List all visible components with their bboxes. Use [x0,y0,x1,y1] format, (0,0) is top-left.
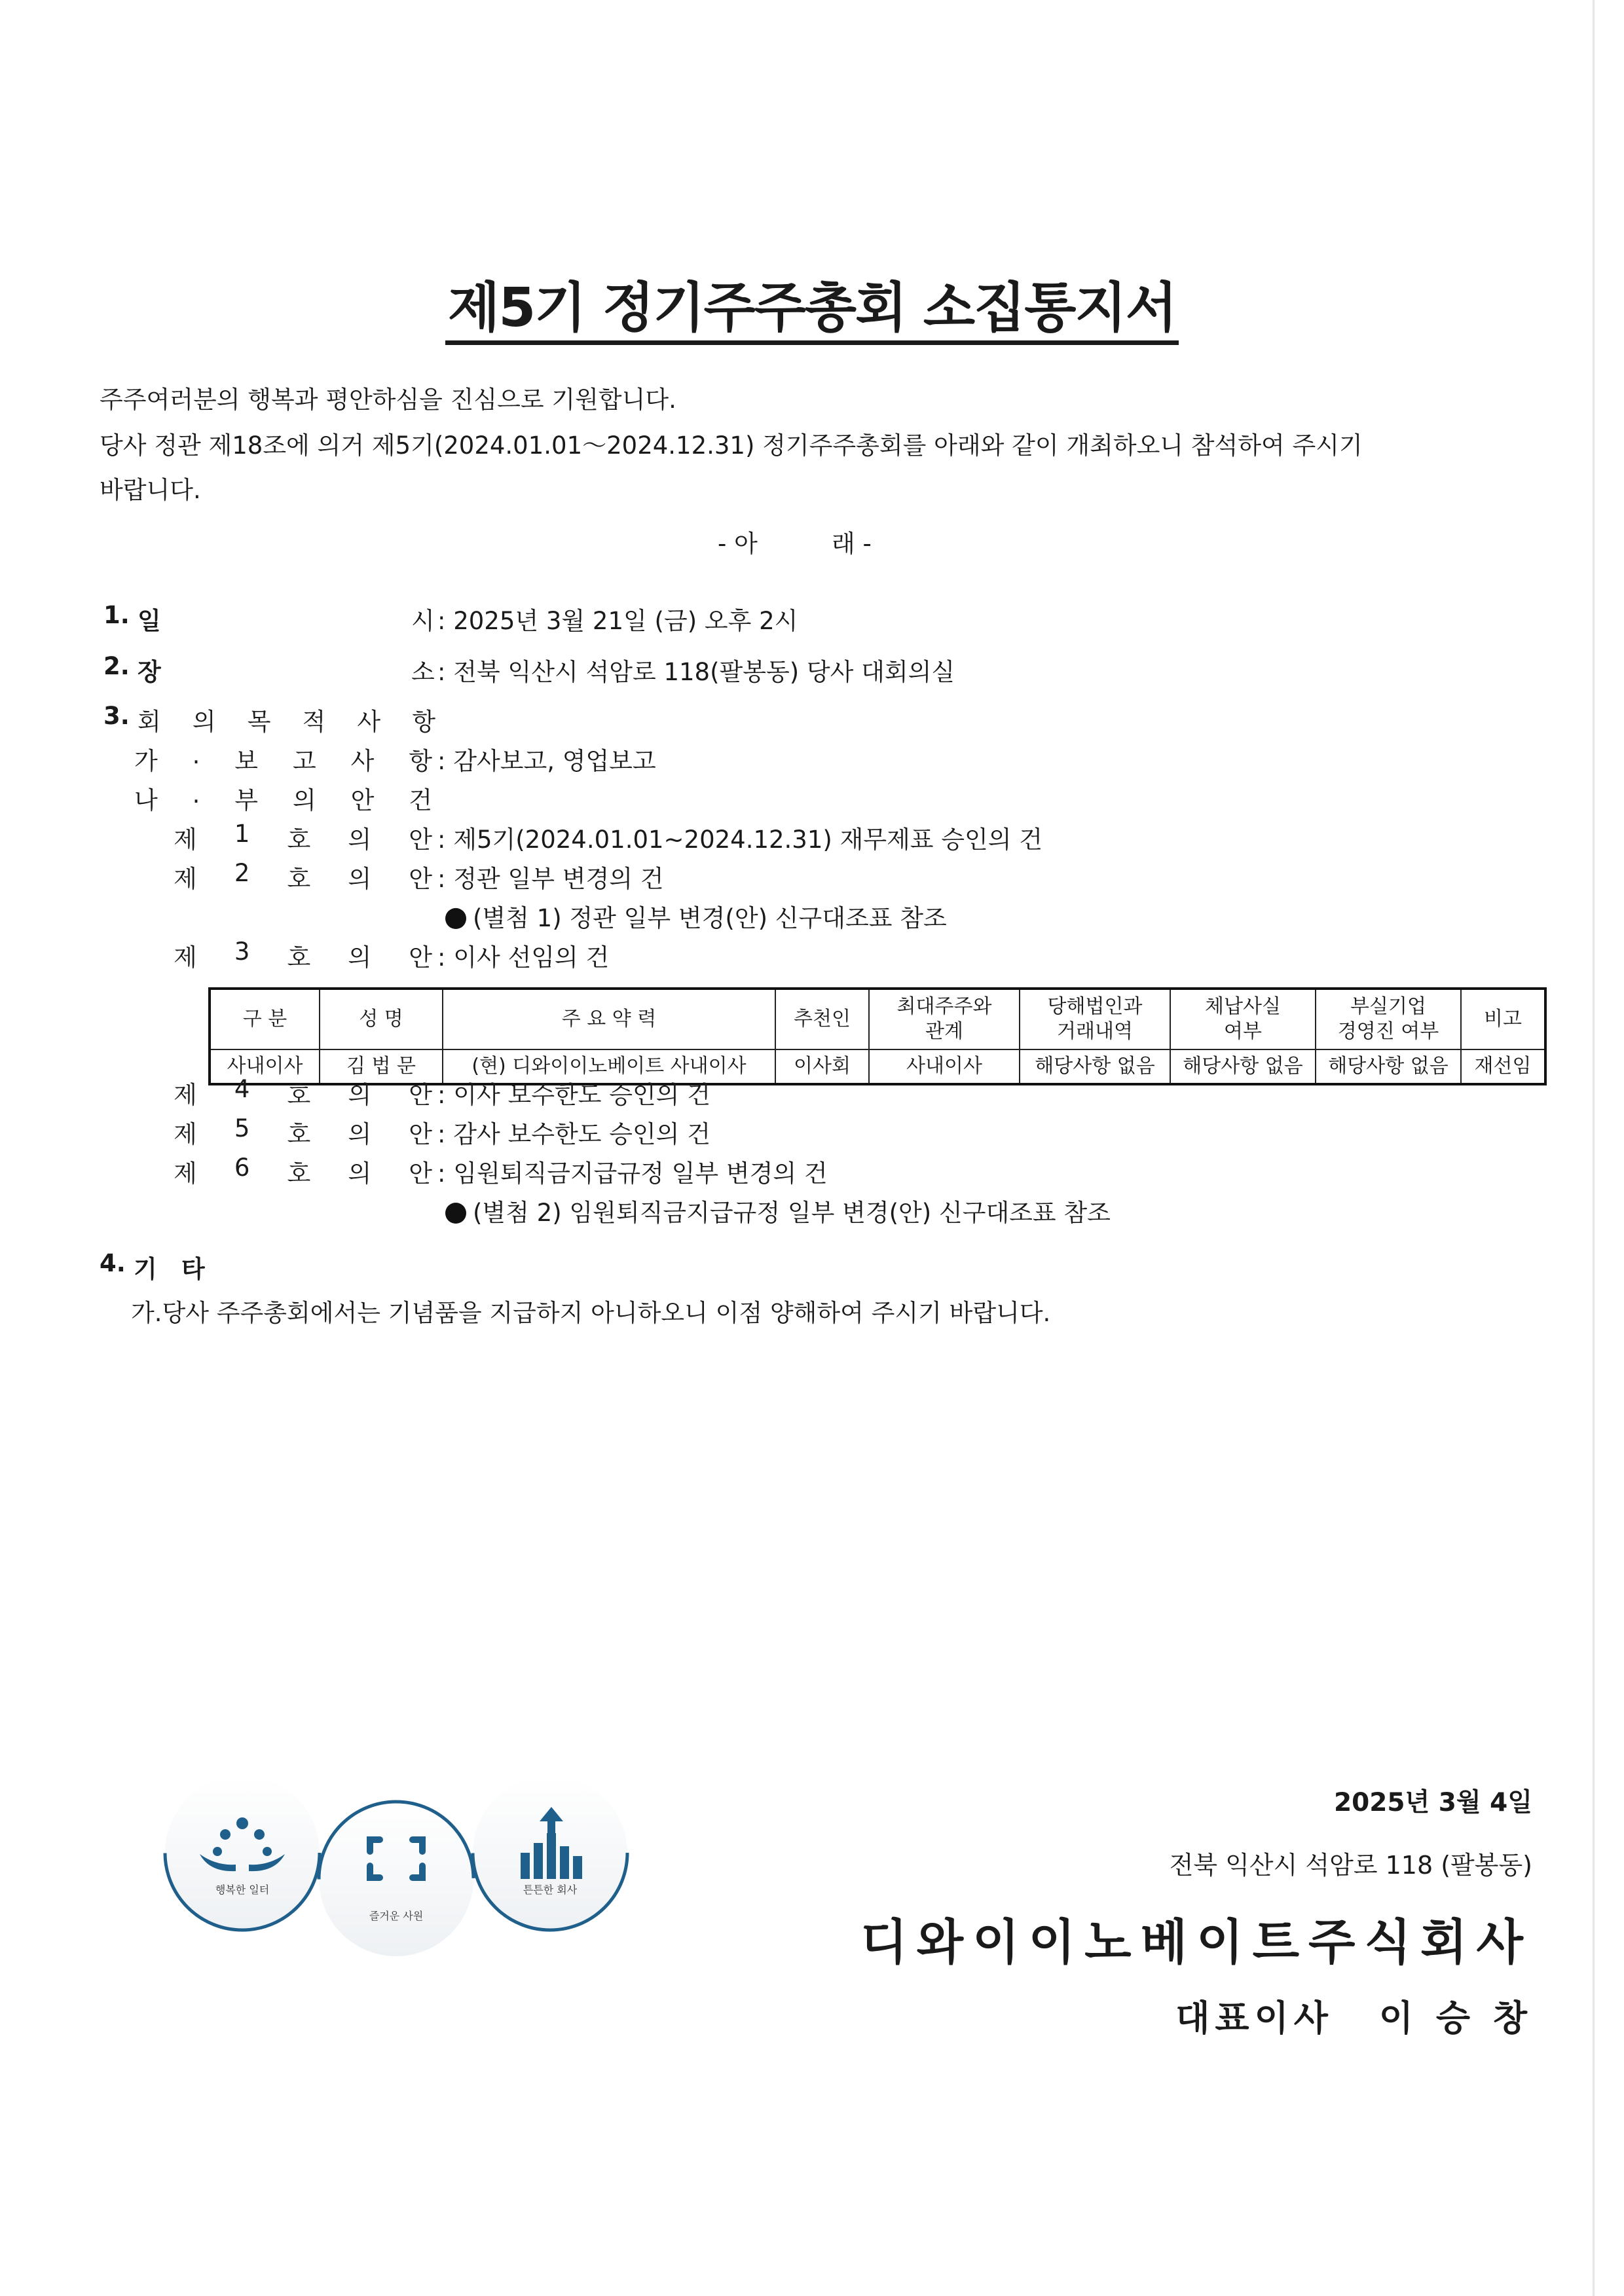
company-slogan-logo [157,1774,642,1971]
item-resolution [134,780,1509,813]
item-purpose [103,702,1479,735]
resolution-label: 나 . 부 의 안 건 [134,780,432,814]
table-header-row [210,989,1545,1049]
table-header: 주 요 약 력 [443,989,775,1049]
agenda-6 [174,1154,1483,1186]
ceo-name: 이 승 창 [1378,1997,1532,2039]
item-date-value: : 2025년 3월 21일 (금) 오후 2시 [437,607,798,635]
ceo-title: 대표이사 [1175,1997,1333,2039]
document-title: 제5기 정기주주총회 소집통지서 [0,265,1624,342]
table-cell: 사내이사 [869,1049,1020,1084]
logo-circle-2 [319,1802,473,1956]
item-place [103,652,1479,685]
table-header: 성 명 [320,989,443,1049]
intro-line-3: 바랍니다. [100,476,201,504]
note-attachment-1: (별첨 1) 정관 일부 변경(안) 신구대조표 참조 [445,898,947,934]
agenda-label: 제 3 호 의 안 [174,938,432,972]
table-header: 구 분 [210,989,320,1049]
agenda-label: 제 5 호 의 안 [174,1114,432,1148]
agenda-value: : 임원퇴직금지급규정 일부 변경의 건 [437,1159,828,1188]
agenda-value: : 정관 일부 변경의 건 [437,865,664,893]
logo-circle-1 [165,1776,320,1930]
arae-right: 래 - [832,530,872,558]
bullet-icon [445,908,466,929]
agenda-label: 제 2 호 의 안 [174,859,432,893]
intro-line-1: 주주여러분의 행복과 평안하심을 진심으로 기원합니다. [100,386,676,414]
agenda-label: 제 6 호 의 안 [174,1154,432,1188]
item-label-a: 기 [134,1255,157,1283]
etc-text: 가.당사 주주총회에서는 기념품을 지급하지 아니하오니 이점 양해하여 주시기 바랍니다. [131,1299,1051,1327]
arae-left: - 아 [718,530,758,558]
item-etc [100,1249,1475,1282]
table-cell: 해당사항 없음 [1170,1049,1316,1084]
logo-label-1: 행복한 일터 [215,1884,270,1896]
agenda-3 [174,938,1483,970]
ceo-signature-line [1175,1990,1532,2041]
report-value: : 감사보고, 영업보고 [437,747,656,775]
table-cell: (현) 디와이이노베이트 사내이사 [443,1049,775,1084]
table-header: 최대주주와 관계 [869,989,1020,1049]
company-name: 디와이이노베이트주식회사 [860,1914,1532,1971]
agenda-label: 제 4 호 의 안 [174,1075,432,1109]
agenda-value: : 이사 보수한도 승인의 건 [437,1081,710,1109]
agenda-label: 제 1 호 의 안 [174,820,432,854]
logo-label-3: 튼튼한 회사 [523,1884,578,1896]
purpose-label: 회 의 목 적 사 항 [138,708,435,736]
agenda-2 [174,859,1483,892]
company-address: 전북 익산시 석암로 118 (팔봉동) [1169,1851,1532,1880]
item-number: 4. [100,1249,126,1277]
agenda-5 [174,1114,1483,1147]
table-header: 비고 [1461,989,1545,1049]
table-cell: 해당사항 없음 [1020,1049,1170,1084]
agenda-value: : 제5기(2024.01.01~2024.12.31) 재무제표 승인의 건 [437,826,1043,854]
item-number: 1. [103,601,130,629]
item-place-value: : 전북 익산시 석암로 118(팔봉동) 당사 대회의실 [437,658,955,686]
table-header: 추천인 [775,989,869,1049]
agenda-1 [174,820,1483,852]
table-header: 당해법인과 거래내역 [1020,989,1170,1049]
item-label-b: 소 [411,658,435,686]
item-label-b: 시 [411,607,435,635]
table-cell: 해당사항 없음 [1316,1049,1461,1084]
agenda-value: : 감사 보수한도 승인의 건 [437,1120,710,1148]
scan-edge-line [1593,0,1595,2296]
agenda-4 [174,1075,1483,1108]
table-cell: 사내이사 [210,1049,320,1084]
bullet-icon [445,1203,466,1224]
item-label-a: 일 [138,607,161,635]
director-candidate-table [208,987,1547,1085]
item-label-a: 장 [138,658,161,686]
report-label: 가 . 보 고 사 항 [134,741,432,775]
item-date [103,601,1479,634]
item-number: 3. [103,702,130,730]
table-header: 체납사실 여부 [1170,989,1316,1049]
table-cell: 재선임 [1461,1049,1545,1084]
logo-label-2: 즐거운 사원 [369,1910,424,1922]
table-header: 부실기업 경영진 여부 [1316,989,1461,1049]
item-label-b: 타 [181,1255,205,1283]
notice-date: 2025년 3월 4일 [1334,1788,1532,1817]
agenda-value: : 이사 선임의 건 [437,943,610,972]
item-report [134,741,1509,774]
note-attachment-2: (별첨 2) 임원퇴직금지급규정 일부 변경(안) 신구대조표 참조 [445,1193,1111,1228]
intro-line-2: 당사 정관 제18조에 의거 제5기(2024.01.01～2024.12.31) 정기주주총회를 아래와 같이 개최하오니 참석하여 주시기 [100,431,1363,460]
item-number: 2. [103,652,130,680]
table-cell: 김 법 문 [320,1049,443,1084]
table-cell: 이사회 [775,1049,869,1084]
